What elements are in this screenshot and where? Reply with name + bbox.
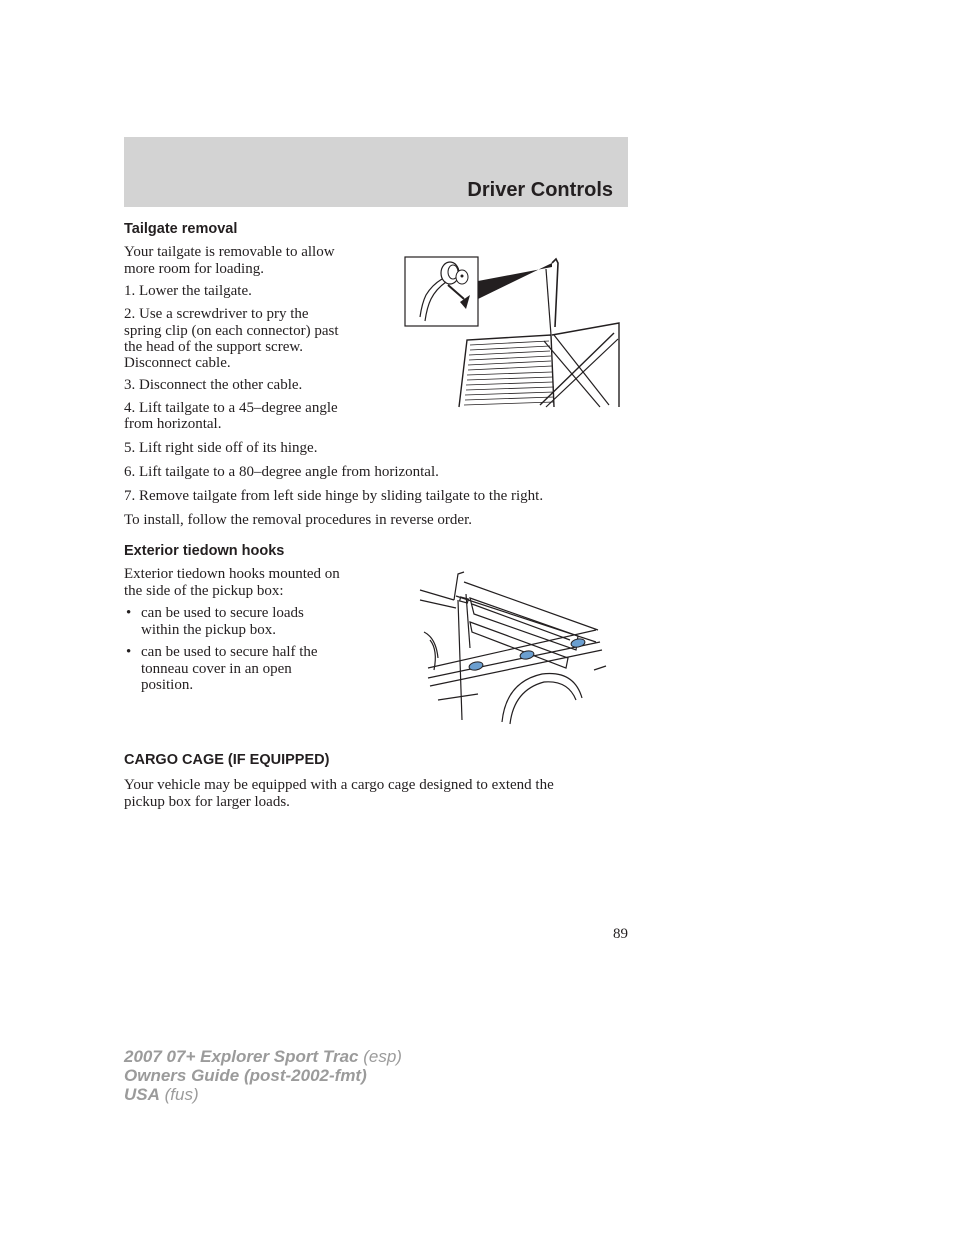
bullet-text: can be used to secure half the (141, 644, 318, 660)
tailgate-step2-line3: the head of the support screw. (124, 339, 303, 355)
bullet-icon: • (126, 605, 132, 621)
tailgate-step1: 1. Lower the tailgate. (124, 283, 252, 299)
tailgate-step3: 3. Disconnect the other cable. (124, 377, 303, 393)
tiedown-hooks-illustration (418, 570, 608, 730)
tailgate-removal-heading: Tailgate removal (124, 221, 238, 237)
bullet-text: position. (141, 677, 194, 693)
tailgate-step2-line2: spring clip (on each connector) past (124, 323, 339, 339)
tailgate-step4-line1: 4. Lift tailgate to a 45–degree angle (124, 400, 338, 416)
tailgate-step2-line1: 2. Use a screwdriver to pry the (124, 306, 309, 322)
tailgate-step5: 5. Lift right side off of its hinge. (124, 440, 318, 456)
bullet-text: can be used to secure loads (141, 605, 304, 621)
footer-model: 2007 07+ Explorer Sport Trac (124, 1047, 359, 1066)
section-header-band (124, 137, 628, 207)
cargo-cage-line1: Your vehicle may be equipped with a cargo cage designed to extend the (124, 777, 554, 793)
tailgate-step7: 7. Remove tailgate from left side hinge by sliding tailgate to the right. (124, 488, 544, 504)
tiedown-hooks-heading: Exterior tiedown hooks (124, 543, 285, 559)
footer-market-code: (fus) (159, 1085, 199, 1104)
tailgate-illustration (404, 255, 624, 410)
tailgate-step4-line2: from horizontal. (124, 416, 222, 432)
tiedown-intro-line2: the side of the pickup box: (124, 583, 284, 599)
cargo-cage-heading: CARGO CAGE (IF EQUIPPED) (124, 752, 330, 768)
footer-guide: Owners Guide (post-2002-fmt) (124, 1066, 367, 1085)
footer-line1 (124, 1047, 402, 1066)
document-footer (124, 1047, 402, 1104)
tailgate-intro-line2: more room for loading. (124, 261, 264, 277)
tailgate-install-note: To install, follow the removal procedures in reverse order. (124, 512, 473, 528)
tiedown-intro-line1: Exterior tiedown hooks mounted on (124, 566, 340, 582)
footer-model-code: (esp) (358, 1047, 402, 1066)
footer-line3 (124, 1085, 402, 1104)
page-number: 89 (613, 926, 628, 942)
bullet-text: tonneau cover in an open (141, 661, 292, 677)
tailgate-intro-line1: Your tailgate is removable to allow (124, 244, 335, 260)
footer-market: USA (124, 1085, 160, 1104)
bullet-text: within the pickup box. (141, 622, 276, 638)
footer-line2 (124, 1066, 402, 1085)
bullet-icon: • (126, 644, 132, 660)
cargo-cage-line2: pickup box for larger loads. (124, 794, 290, 810)
tailgate-step2-line4: Disconnect cable. (124, 355, 231, 371)
tailgate-step6: 6. Lift tailgate to a 80–degree angle from horizontal. (124, 464, 439, 480)
section-title: Driver Controls (467, 179, 613, 201)
